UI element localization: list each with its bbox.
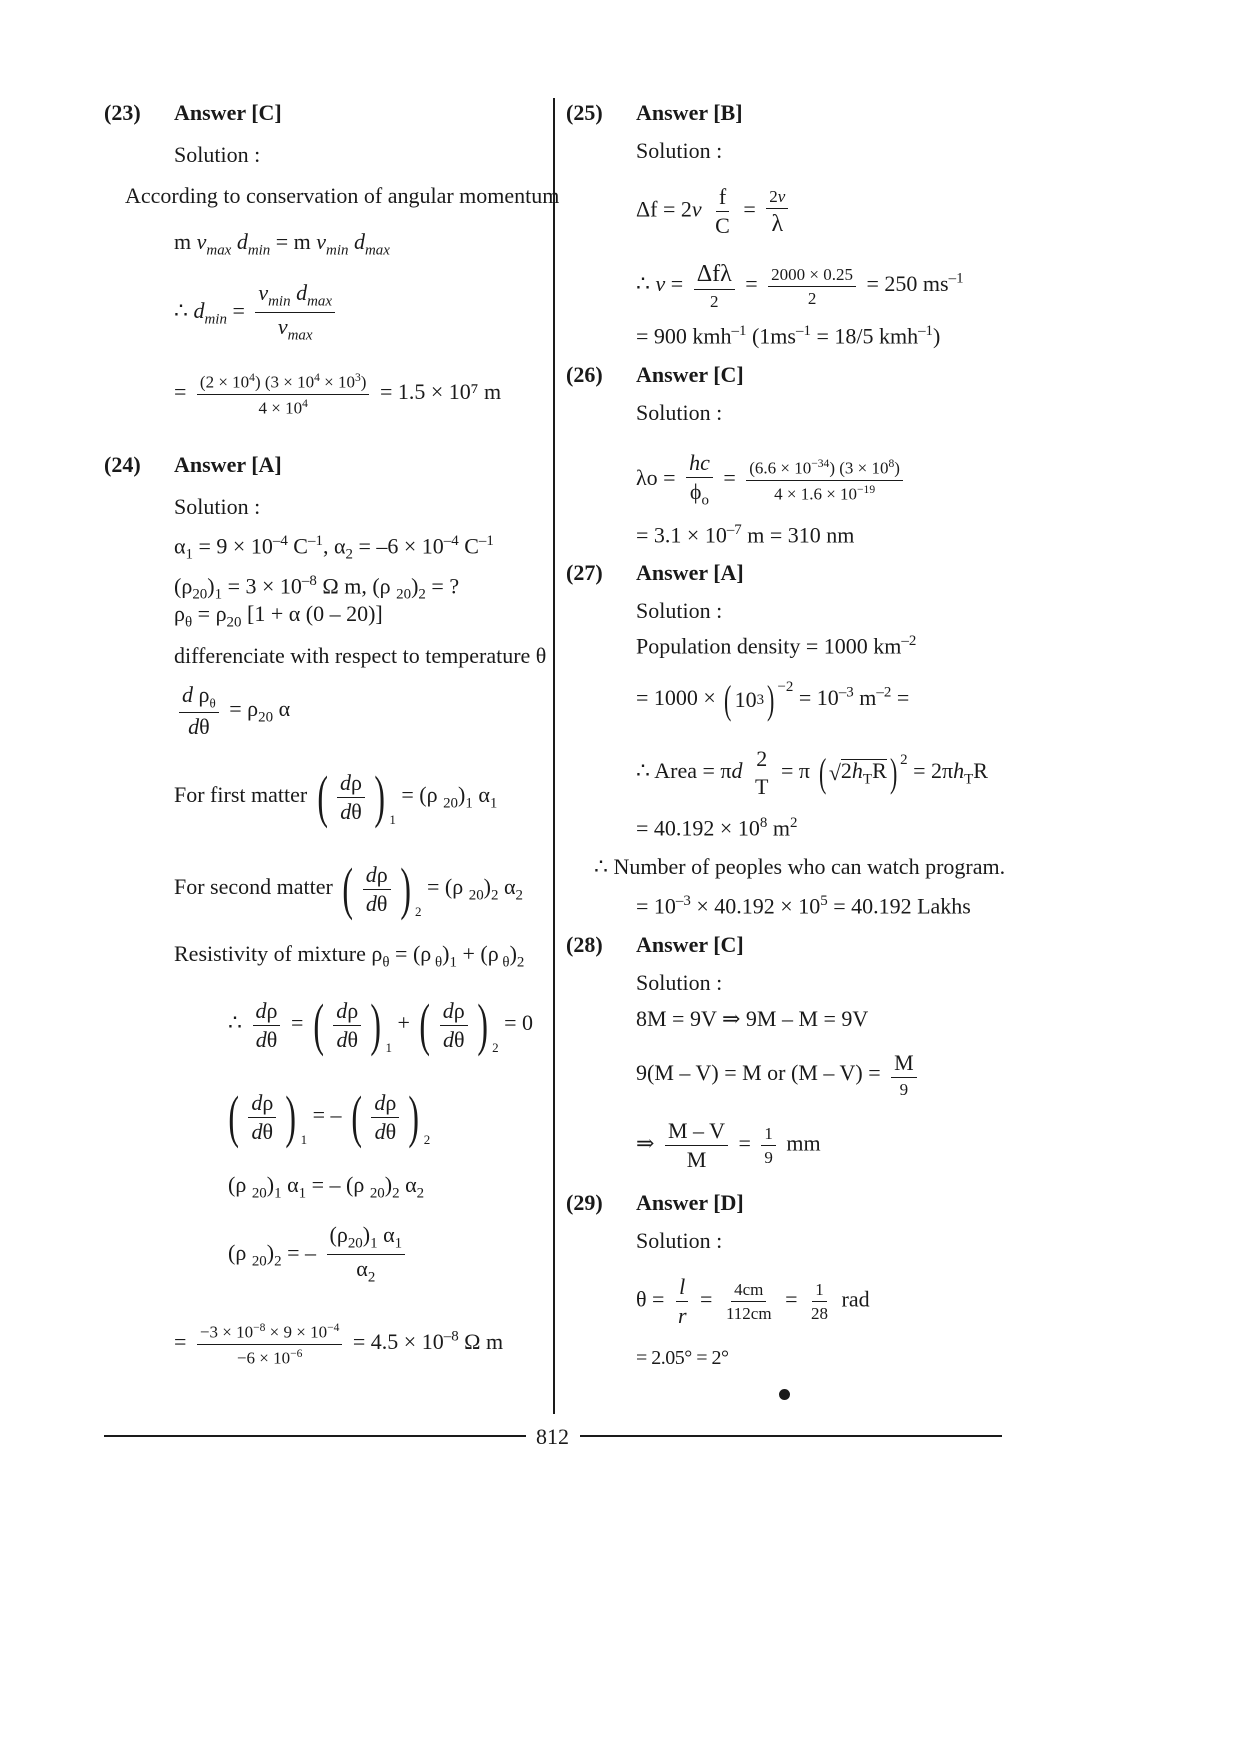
- q26-eq2: = $3.1 \times 10^{-7}$ m = 310 nm: [636, 522, 855, 548]
- q29-num3: 1: [812, 1281, 827, 1302]
- q24-final: = $\frac{-3 \times 10^{-8} \times 9 \times 10^{-4}}{-6 \times 10^{-6}}$ = $4.5 \times 10^{-8}$ Ω m: [174, 1321, 504, 1368]
- q27-line4: = $40.192 \times 10^8$ $m^2$: [636, 815, 798, 841]
- q28-line2-num: M: [891, 1052, 917, 1078]
- q28-number: (28): [566, 932, 603, 957]
- q24-derivative: $\frac{d \rho_\theta}{d\theta}$ = $\rho_{20}$ α: [174, 684, 290, 738]
- q24-rho2-lhs: (ρ $_{20})_2$ = –: [228, 1239, 316, 1270]
- q24-sum-rhs: = 0: [504, 1010, 534, 1036]
- q25-eq2: ∴ v = $\frac{\text{Δfλ}}{2}$ = $\frac{2000 \times 0.25}{2}$ = 250 $ms^{-1}$: [636, 261, 964, 311]
- q29-den2: 112cm: [725, 1304, 772, 1323]
- q27-line1: Population density = 1000 $km^{-2}$: [636, 633, 917, 659]
- q24-sum: ∴ $\frac{d\rho}{d\theta}$ = ( $\frac{d\rho}{d\theta}$ ) $_1$ + ( $\frac{d\rho}{d\theta}$ ) $_2$ = 0: [228, 992, 534, 1057]
- q23-eq2: ∴ $d_{min}$ = $\frac{v_{min} d_{max}}{v_{max}}$: [174, 282, 340, 344]
- q29-num2: 4cm: [731, 1281, 766, 1302]
- q25-number: (25): [566, 100, 603, 125]
- q27-solution: Solution :: [636, 598, 723, 623]
- q25-den: 2: [709, 292, 719, 311]
- q25-solution: Solution :: [636, 138, 723, 163]
- q24-line4: differenciate with respect to temperature θ: [174, 643, 547, 668]
- q24-line1: $\alpha_1 = 9 \times 10^{-4}$ $C^{-1}$, $\alpha_2 = -6 \times 10^{-4}$ $C^{-1}$: [174, 533, 494, 563]
- q24-answer: Answer [A]: [174, 452, 282, 477]
- q29-den3: 28: [811, 1304, 828, 1323]
- q24-line3: $\rho_\theta = \rho_{20}$ [1 + α (0 – 20)]: [174, 601, 383, 631]
- q23-eq3: = $\frac{(2 \times 10^4) (3 \times 10^4 \times 10^3)}{4 \times 10^4}$ = 1.5 × 10⁷ m: [174, 371, 502, 418]
- column-divider: [553, 98, 555, 1414]
- footer-rule-left: [104, 1435, 526, 1437]
- q28-line2-lhs: 9(M – V) = M or (M – V) =: [636, 1060, 881, 1086]
- q28-line3-num2: 1: [761, 1125, 776, 1146]
- q28-line3-unit: mm: [786, 1130, 821, 1156]
- q25-num2: 2000 × 0.25: [768, 266, 856, 287]
- q24-number: (24): [104, 452, 141, 477]
- q28-line3-den: M: [686, 1147, 707, 1172]
- q24-rho2: (ρ $_{20})_2$ = – $\frac{(\rho_{20})_1 \alpha_1}{\alpha_2}$: [228, 1224, 410, 1286]
- q29-eq1: θ = $\frac{l}{r}$ = $\frac{4cm}{112cm}$ = $\frac{1}{28}$ rad: [636, 1274, 870, 1328]
- q29-number: (29): [566, 1190, 603, 1215]
- q26-solution: Solution :: [636, 400, 723, 425]
- q28-line2-den: 9: [899, 1080, 909, 1099]
- q27-line6: = $10^{-3} \times 40.192 \times 10^5 = 40.192$ Lakhs: [636, 893, 971, 919]
- q25-eq1: Δf = 2v $\frac{f}{C}$ = $\frac{2v}{\lambda}$: [636, 186, 793, 237]
- q24-first-matter: For first matter ( $\frac{d\rho}{d\theta}$ ) $_1$ = (ρ $_{20})_1$ $\alpha_1$: [174, 764, 498, 829]
- q24-second-matter: For second matter ( $\frac{d\rho}{d\theta}$ ) $_2$ = (ρ $_{20})_2$ $\alpha_2$: [174, 856, 523, 921]
- q25-f: f: [716, 186, 729, 212]
- q28-line3-lhs: ⇒: [636, 1130, 655, 1156]
- q24-rel: (ρ $_{20})_1$ $\alpha_1$ = – (ρ $_{20})_2$ $\alpha_2$: [228, 1172, 425, 1202]
- q26-answer: Answer [C]: [636, 362, 744, 387]
- q26-eq1: λo = $\frac{hc}{\phi_o}$ = $\frac{(6.6 \times 10^{-34}) (3 \times 10^8)}{4 \times 1.6 \times 10^{-19}}$: [636, 452, 908, 508]
- q27-number: (27): [566, 560, 603, 585]
- q29-lhs: θ =: [636, 1286, 665, 1312]
- q28-line2: [636, 1052, 922, 1098]
- q23-result: = 1.5 × 10⁷ m: [379, 379, 502, 405]
- q29-answer: Answer [D]: [636, 1190, 744, 1215]
- q27-line3: ∴ Area = πd 2 T = π ( √ $2h_TR$ ) $^2$ = $2\pi h_TR$: [636, 746, 988, 799]
- q23-number: (23): [104, 100, 141, 125]
- q24-first-label: For first matter: [174, 782, 308, 808]
- q23-solution: Solution :: [174, 142, 261, 167]
- q27-answer: Answer [A]: [636, 560, 744, 585]
- q25-dfl: Δfλ: [694, 262, 735, 290]
- q28-line3-eq: =: [738, 1130, 751, 1156]
- q25-eq3: = 900 kmh$^{-1}$ ($1ms^{-1} = 18/5$ kmh$^{-1}$): [636, 323, 941, 349]
- q26-lhs: λo =: [636, 465, 676, 491]
- q28-line1: 8M = 9V ⇒ 9M – M = 9V: [636, 1006, 869, 1031]
- q25-den2: 2: [807, 288, 817, 308]
- q28-line3: [636, 1120, 821, 1171]
- footer-rule-right: [580, 1435, 1002, 1437]
- q27-line5: ∴ Number of peoples who can watch program.: [594, 854, 1006, 879]
- q28-answer: Answer [C]: [636, 932, 744, 957]
- end-bullet: [779, 1389, 790, 1400]
- q24-second-label: For second matter: [174, 874, 333, 900]
- q28-line3-num: M – V: [665, 1120, 728, 1146]
- q27-line2: = 1000 × ( 10 3 ) $^{-2}$ = $10^{-3}$ $m^{-2}$ =: [636, 677, 910, 722]
- q24-neg: ( $\frac{d\rho}{d\theta}$ ) $_1$ = – ( $\frac{d\rho}{d\theta}$ ) $_2$: [228, 1084, 431, 1149]
- q25-answer: Answer [B]: [636, 100, 743, 125]
- q29-unit: rad: [841, 1286, 870, 1312]
- q24-mixture: Resistivity of mixture $\rho_\theta = (\rho$ $_\theta)_1 + (\rho$ $_\theta)_2$: [174, 941, 525, 971]
- q25-C: C: [715, 213, 730, 238]
- q24-solution: Solution :: [174, 494, 261, 519]
- q23-eq1: m $v_{max}$ $d_{min} = m$ $v_{min}$ $d_{max}$: [174, 229, 390, 259]
- q26-number: (26): [566, 362, 603, 387]
- page-number: 812: [536, 1424, 569, 1449]
- q29-eq2: = 2.05° = 2°: [636, 1347, 729, 1369]
- q24-final-result: = $4.5 \times 10^{-8}$ Ω m: [352, 1328, 504, 1355]
- q29-solution: Solution :: [636, 1228, 723, 1253]
- q28-line3-den2: 9: [764, 1148, 773, 1167]
- q23-answer: Answer [C]: [174, 100, 282, 125]
- q23-text: According to conservation of angular momentum: [125, 183, 560, 208]
- q28-solution: Solution :: [636, 970, 723, 995]
- q24-line2: $(\rho_{20})_1 = 3 \times 10^{-8}$ Ω m, (ρ $_{20})_2$ = ?: [174, 573, 460, 603]
